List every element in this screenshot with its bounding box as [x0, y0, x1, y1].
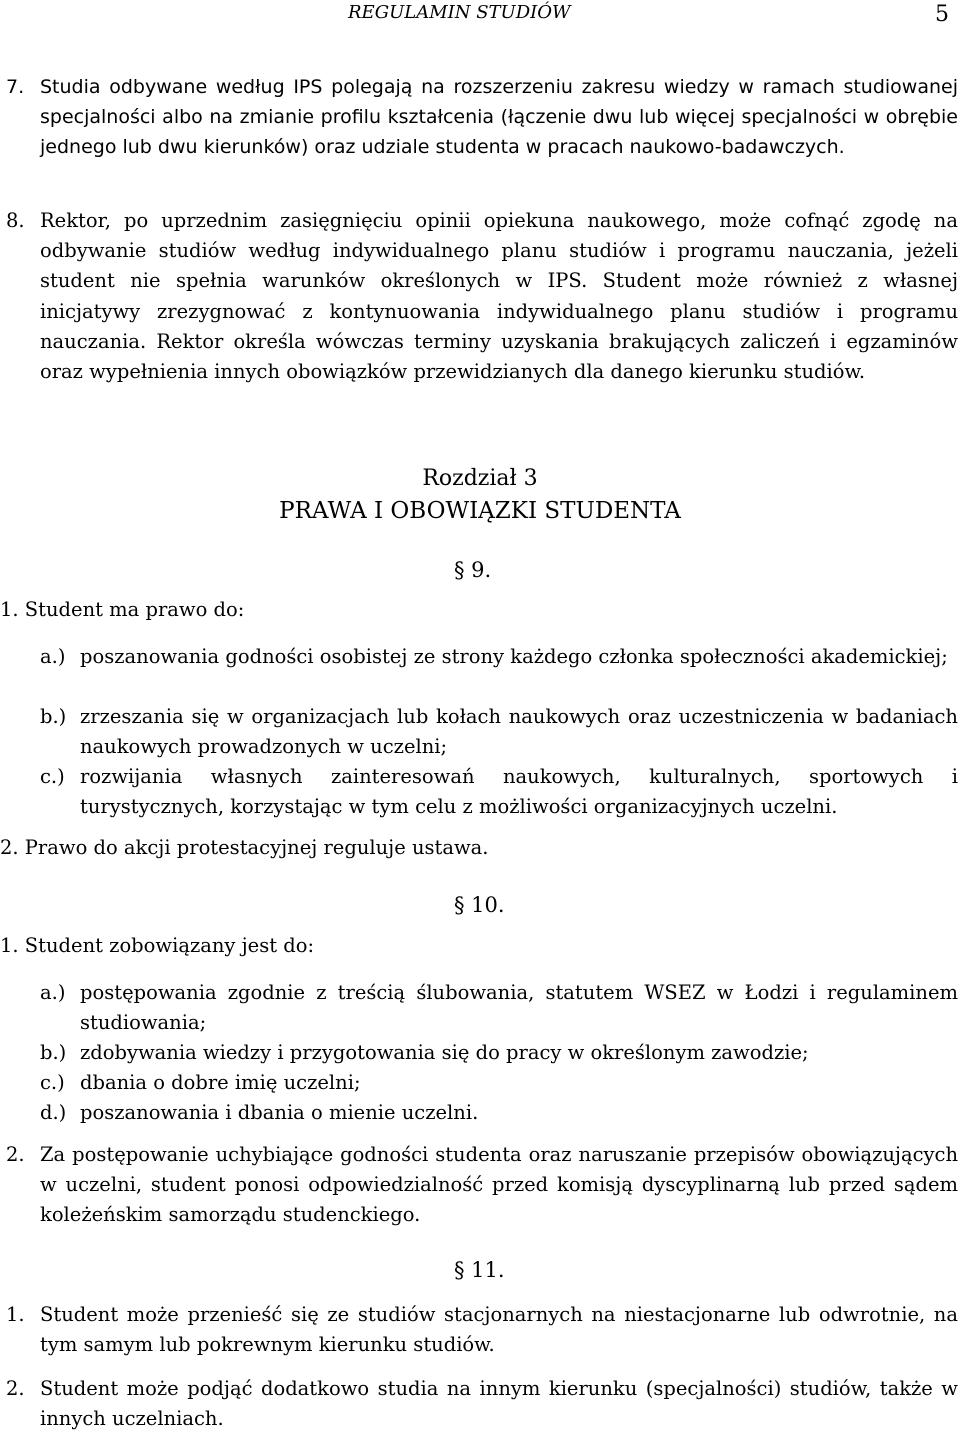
list-item-label: c.) — [40, 1071, 65, 1094]
list-item — [40, 642, 958, 672]
paragraph-number: 1. — [6, 1303, 25, 1326]
section-11-paragraph-2 — [6, 1374, 958, 1434]
section-9-intro: 1. Student ma prawo do: — [0, 598, 245, 621]
list-item-text: poszanowania i dbania o mienie uczelni. — [80, 1101, 479, 1124]
paragraph-8 — [6, 206, 958, 387]
chapter-number: Rozdział 3 — [422, 466, 538, 491]
paragraph-number: 2. — [6, 1377, 25, 1400]
running-header: REGULAMIN STUDIÓW — [348, 2, 571, 23]
list-item-label: d.) — [40, 1101, 67, 1124]
paragraph-number: 8. — [6, 209, 25, 232]
paragraph-number: 2. — [6, 1143, 25, 1166]
list-item — [40, 702, 958, 762]
list-item-text: rozwijania własnych zainteresowań naukowych, kulturalnych, sportowych i turystycznych, korzystając w tym celu z możliwości organizacyjnych uczelni. — [80, 765, 958, 818]
paragraph-text: Student może podjąć dodatkowo studia na innym kierunku (specjalności) studiów, także w innych uczelniach. — [40, 1377, 958, 1431]
section-9-paragraph-2: 2. Prawo do akcji protestacyjnej reguluje ustawa. — [0, 836, 489, 859]
list-item-text: zrzeszania się w organizacjach lub kołach naukowych oraz uczestniczenia w badaniach naukowych prowadzonych w uczelni; — [80, 705, 958, 758]
paragraph-7 — [6, 72, 958, 163]
chapter-title: PRAWA I OBOWIĄZKI STUDENTA — [279, 498, 681, 524]
list-item — [40, 1038, 958, 1068]
list-item — [40, 762, 958, 822]
section-10-paragraph-2 — [6, 1140, 958, 1231]
list-item-label: a.) — [40, 981, 66, 1004]
section-11-paragraph-1 — [6, 1300, 958, 1360]
list-item-text: dbania o dobre imię uczelni; — [80, 1071, 361, 1094]
list-item — [40, 978, 958, 1038]
list-item-text: zdobywania wiedzy i przygotowania się do pracy w określonym zawodzie; — [80, 1041, 809, 1064]
paragraph-text: Student może przenieść się ze studiów stacjonarnych na niestacjonarne lub odwrotnie, na tym samym lub pokrewnym kierunku studiów. — [40, 1303, 958, 1357]
list-item-text: postępowania zgodnie z treścią ślubowania, statutem WSEZ w Łodzi i regulaminem studiowania; — [80, 981, 958, 1034]
list-item-label: c.) — [40, 765, 65, 788]
list-item — [40, 1068, 958, 1098]
list-item-label: b.) — [40, 705, 67, 728]
paragraph-text: Studia odbywane według IPS polegają na rozszerzeniu zakresu wiedzy w ramach studiowanej specjalności albo na zmianie profilu kształcenia (łączenie dwu lub więcej specjalności w obrębie jednego lub dwu kierunków) oraz udziale studenta w pracach naukowo-badawczych. — [40, 76, 958, 159]
page-number: 5 — [935, 2, 949, 27]
section-9-heading: § 9. — [454, 558, 492, 582]
section-10-heading: § 10. — [454, 893, 505, 917]
list-item — [40, 1098, 958, 1128]
paragraph-number: 7. — [6, 76, 25, 98]
section-11-heading: § 11. — [454, 1258, 505, 1282]
paragraph-text: Rektor, po uprzednim zasięgnięciu opinii opiekuna naukowego, może cofnąć zgodę na odbywanie studiów według indywidualnego planu studiów i programu nauczania, jeżeli student nie spełnia warunków określonych w IPS. Student może również z własnej inicjatywy zrezygnować z kontynuowania indywidualnego planu studiów i programu nauczania. Rektor określa wówczas terminy uzyskania brakujących zaliczeń i egzaminów oraz wypełnienia innych obowiązków przewidzianych dla danego kierunku studiów. — [40, 209, 958, 384]
list-item-label: a.) — [40, 645, 66, 668]
section-10-intro: 1. Student zobowiązany jest do: — [0, 934, 315, 957]
list-item-text: poszanowania godności osobistej ze strony każdego członka społeczności akademickiej; — [80, 645, 948, 668]
list-item-label: b.) — [40, 1041, 67, 1064]
paragraph-text: Za postępowanie uchybiające godności studenta oraz naruszanie przepisów obowiązujących w uczelni, student ponosi odpowiedzialność przed komisją dyscyplinarną lub przed sądem koleżeńskim samorządu studenckiego. — [40, 1143, 958, 1227]
